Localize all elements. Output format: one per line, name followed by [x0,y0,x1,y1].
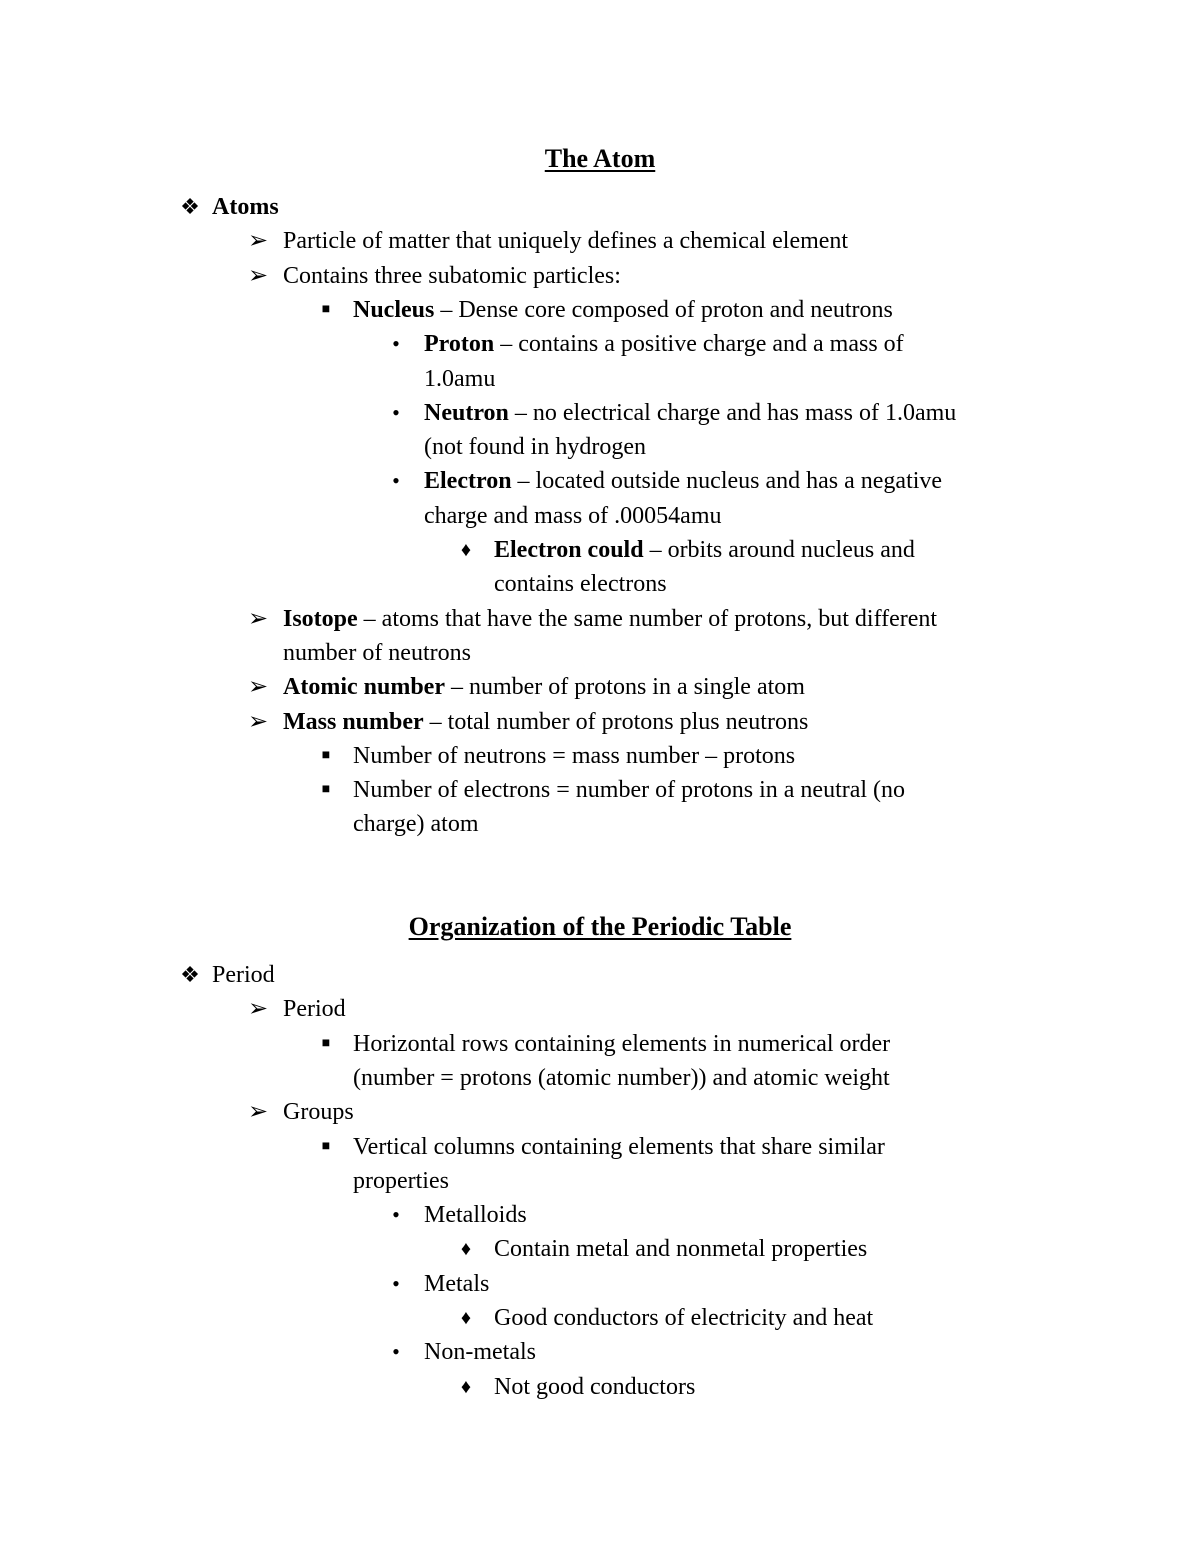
line-text: number of neutrons [283,639,471,666]
outline-line [283,636,471,670]
outline-line [283,259,621,293]
outline-line [424,499,721,533]
line-text: Contain metal and nonmetal properties [494,1236,868,1263]
bullet-icon: ➢ [247,228,269,255]
bullet-icon: ➢ [247,605,269,632]
bullet-icon: ■ [321,747,331,763]
line-text: Not good conductors [494,1373,696,1400]
term-label: Electron could [494,537,644,563]
outline-line [283,992,346,1026]
bullet-icon: ■ [321,301,331,317]
bullet-icon: • [392,468,400,494]
line-text: Good conductors of electricity and heat [494,1305,874,1331]
line-text: – Dense core composed of proton and neutrons [434,296,893,323]
outline-line [424,430,646,464]
outline-line [353,807,479,841]
line-text: Vertical columns containing elements that share similar [353,1133,885,1160]
term-label: Isotope [283,605,358,632]
bullet-icon: ♦ [460,539,472,561]
line-text: Contains three subatomic particles: [283,262,621,289]
line-text: – total number of protons plus neutrons [423,708,809,735]
outline-line [494,567,667,601]
outline-line [212,190,279,224]
outline-line [353,1027,890,1061]
line-text: – orbits around nucleus and [643,537,915,563]
bullet-icon: ➢ [247,1099,269,1126]
outline-line [424,362,495,396]
line-text: charge and mass of .00054amu [424,502,722,529]
term-label: Atomic number [283,674,445,701]
line-text: – number of protons in a single atom [444,674,805,701]
outline-line [424,464,942,498]
bullet-icon: ■ [321,782,331,798]
line-text: Number of neutrons = mass number – protons [353,742,796,769]
bullet-icon: ❖ [180,194,200,219]
line-text: properties [353,1167,449,1194]
line-text: Period [212,962,275,988]
line-text: Particle of matter that uniquely defines a chemical element [283,228,849,255]
bullet-icon: ■ [321,1035,331,1051]
outline-line [494,1370,695,1404]
line-text: charge) atom [353,811,479,838]
bullet-icon: • [392,1270,400,1296]
line-text: Horizontal rows containing elements in numerical order [353,1030,891,1057]
outline-line [353,293,893,327]
line-text: (number = protons (atomic number)) and atomic weight [353,1064,890,1091]
outline-line [283,602,937,636]
bullet-icon: ♦ [460,1375,472,1398]
bullet-icon: ■ [321,1138,331,1154]
line-text: Groups [283,1099,354,1126]
term-label: Proton [424,331,495,358]
bullet-icon: • [392,1202,400,1228]
outline-line [424,396,956,430]
line-text: – no electrical charge and has mass of 1.0amu [508,399,957,426]
outline-line [353,1061,890,1095]
line-text: – atoms that have the same number of protons, but different [357,605,938,632]
line-text: Metalloids [424,1202,527,1229]
outline-line [424,1335,536,1369]
bullet-icon: ♦ [460,1238,472,1261]
bullet-icon: • [392,399,400,425]
bullet-icon: ➢ [247,674,269,701]
line-text: (not found in hydrogen [424,434,646,461]
outline-line [494,533,915,567]
outline-line [353,739,795,773]
line-text: Number of electrons = number of protons in a neutral (no [353,777,906,804]
outline-line [212,958,275,992]
section-title: The Atom [544,144,656,173]
term-label: Mass number [283,708,424,735]
bullet-icon: • [392,331,400,357]
section-title: Organization of the Periodic Table [408,912,792,941]
bullet-icon: ♦ [460,1307,472,1329]
line-text: 1.0amu [424,365,496,392]
outline-line [353,1130,885,1164]
outline-line [353,773,905,807]
line-text: – contains a positive charge and a mass of [494,331,904,358]
outline-line [283,224,848,258]
bullet-icon: ➢ [247,262,269,289]
outline-line [283,705,808,739]
bullet-icon: • [392,1339,400,1365]
term-label: Atoms [212,194,279,220]
term-label: Nucleus [353,296,435,323]
line-text: Metals [424,1270,490,1297]
bullet-icon: ❖ [180,962,200,987]
outline-line [283,670,805,704]
line-text: contains electrons [494,571,667,598]
outline-line [494,1301,873,1335]
outline-line [494,1232,867,1266]
bullet-icon: ➢ [247,708,269,735]
term-label: Electron [424,468,512,495]
line-text: Non-metals [424,1339,536,1366]
line-text: Period [283,996,346,1023]
bullet-icon: ➢ [247,996,269,1023]
outline-line [353,1164,449,1198]
outline-line [424,327,904,361]
outline-line [424,1267,489,1301]
outline-line [424,1198,527,1232]
outline-line [283,1095,354,1129]
line-text: – located outside nucleus and has a negative [511,468,943,495]
term-label: Neutron [424,399,509,426]
